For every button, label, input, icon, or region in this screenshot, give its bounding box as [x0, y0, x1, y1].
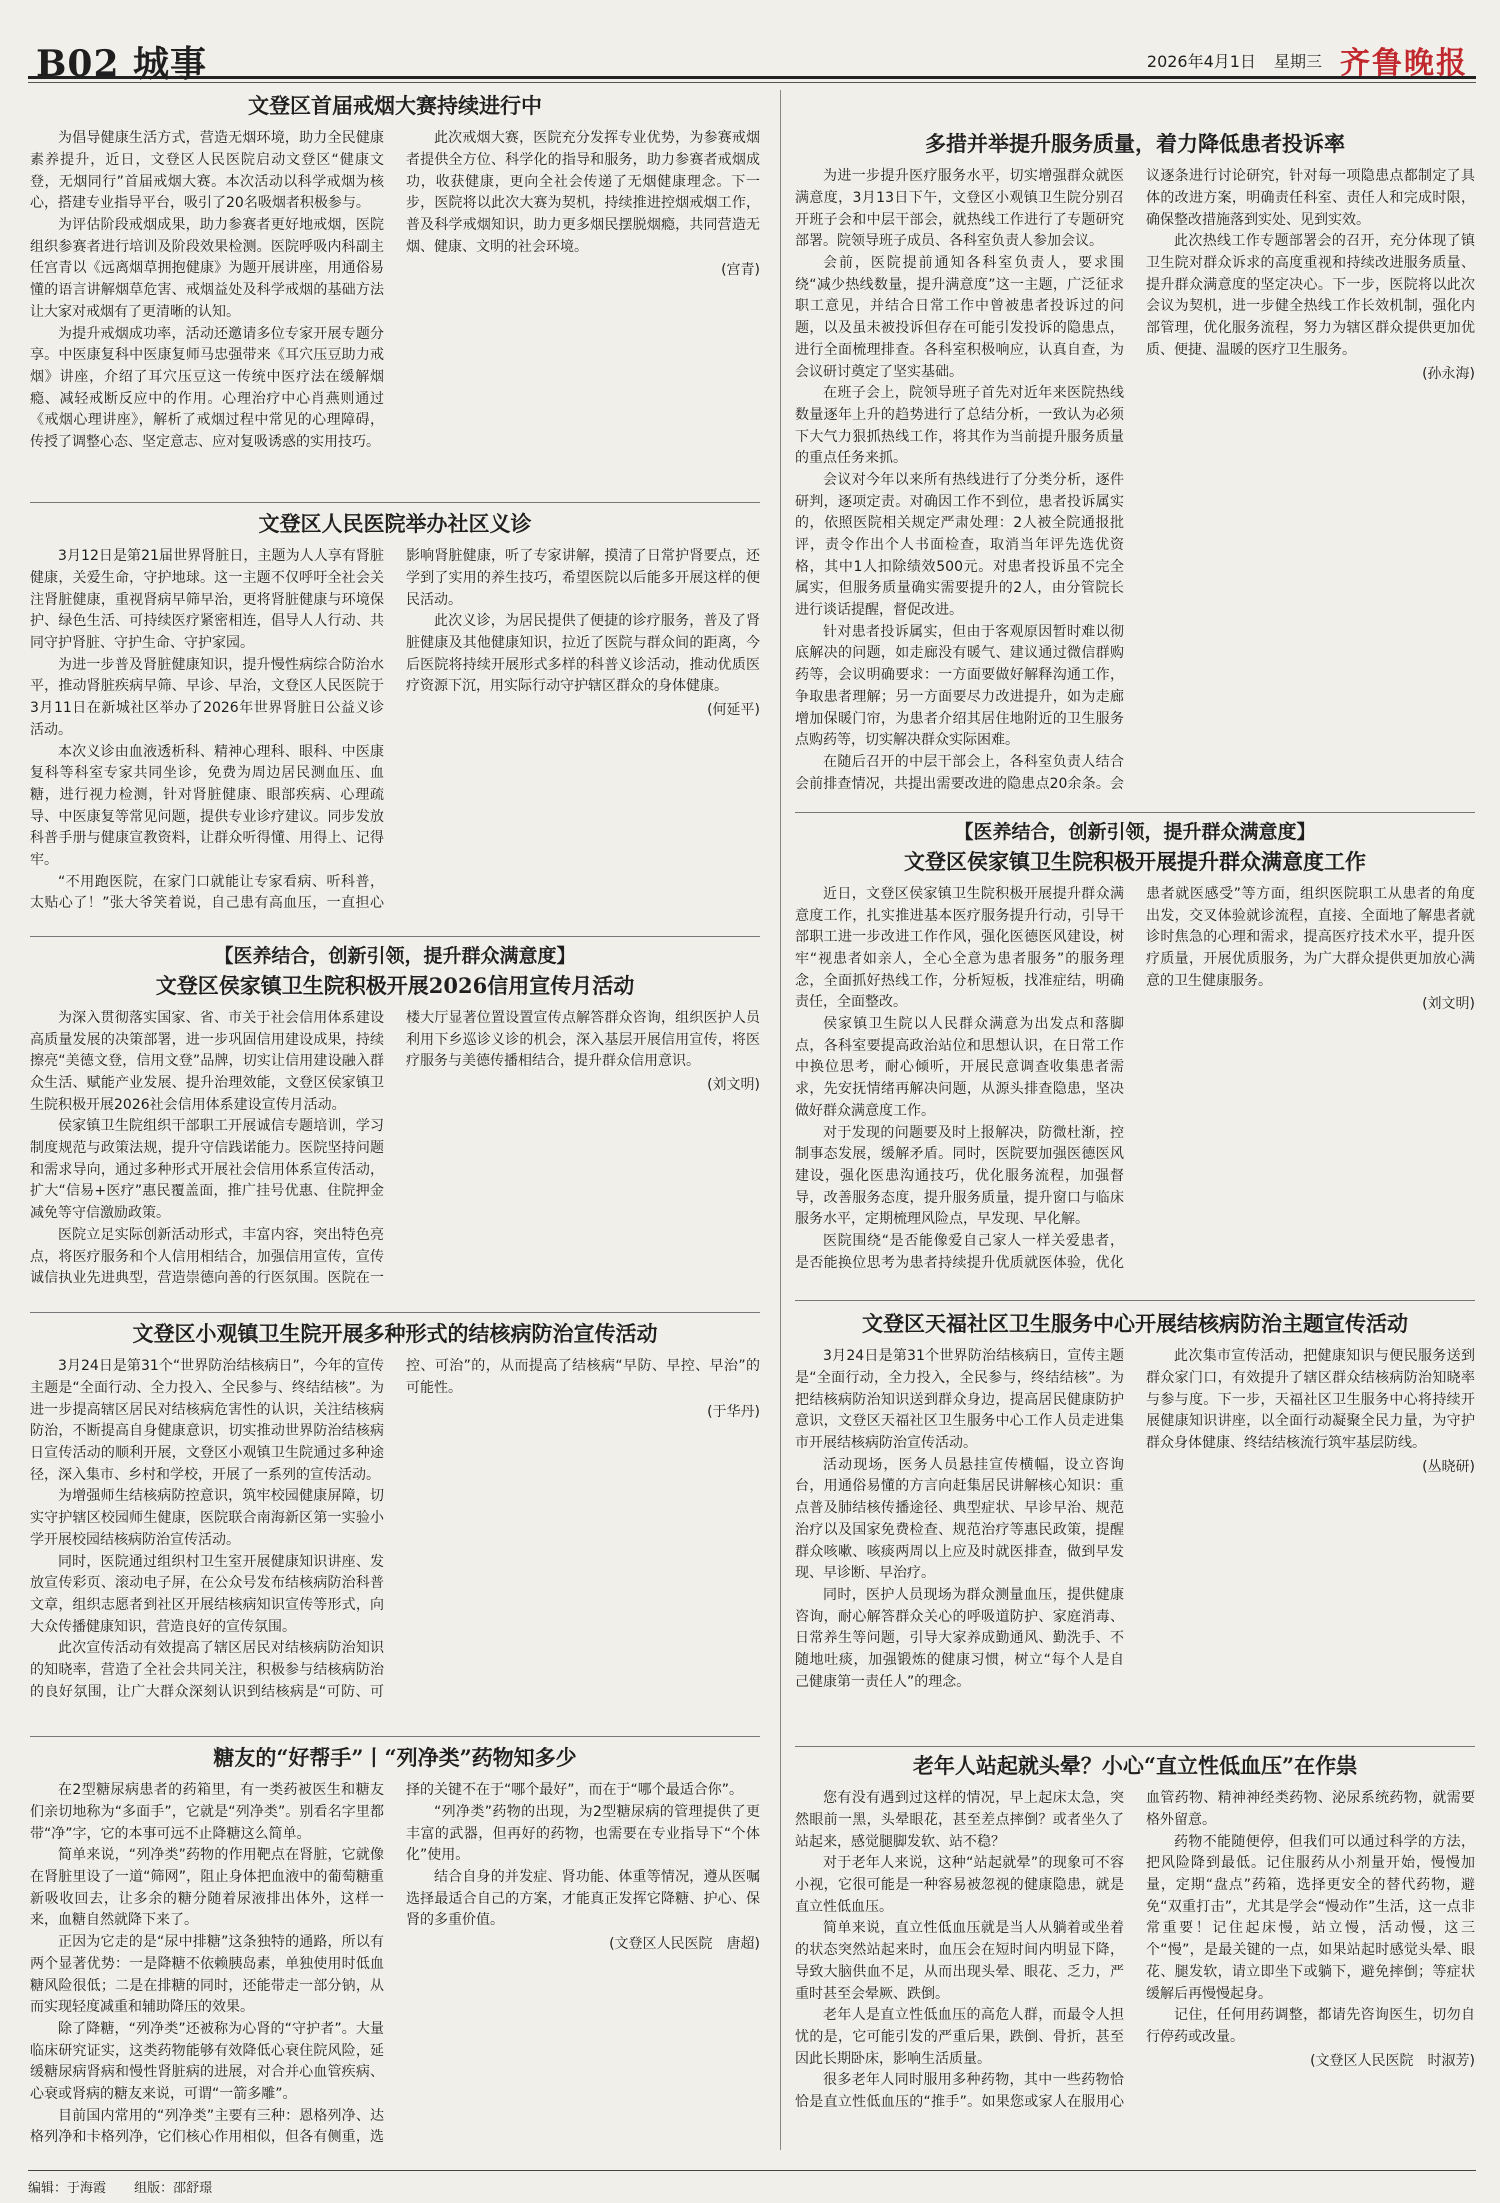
paragraph: 此次集市宣传活动，把健康知识与便民服务送到群众家门口，有效提升了辖区群众结核病防治知晓率与参与度。下一步，天福社区卫生服务中心将持续开展健康知识讲座，以全面行动凝聚全民力量，为守护群众身体健康、终结结核流行筑牢基层防线。: [1146, 1348, 1475, 1452]
byline: (刘文明): [707, 1077, 760, 1094]
footer-layout: 组版：邵舒璟: [134, 2181, 213, 2196]
paragraph: 为评估阶段戒烟成果，助力参赛者更好地戒烟，医院组织参赛者进行培训及阶段效果检测。医院呼吸内科副主任宫青以《远离烟草拥抱健康》为题开展讲座，用通俗易懂的语言讲解烟草危害、戒烟益处及科学戒烟的基础方法让大家对戒烟有了更清晰的认知。: [30, 217, 384, 320]
masthead: [28, 14, 1476, 85]
article-body: [795, 1788, 1475, 2156]
paragraph: 您有没有遇到过这样的情况，早上起床太急，突然眼前一黑，头晕眼花，甚至差点摔倒？或者坐久了站起来，感觉腿脚发软、站不稳？: [795, 1790, 1124, 1850]
article-rule: [30, 1312, 760, 1313]
article-title: 文登区侯家镇卫生院积极开展2026信用宣传月活动: [155, 972, 635, 998]
article-title: 文登区首届戒烟大赛持续进行中: [248, 93, 542, 118]
paragraph: 此次戒烟大赛，医院充分发挥专业优势，为参赛戒烟者提供全方位、科学化的指导和服务，助力参赛者戒烟成功，收获健康，更向全社会传递了无烟健康理念。下一步，医院将以此次大赛为契机，持续推进控烟戒烟工作，普及科学戒烟知识，助力更多烟民摆脱烟瘾，共同营造无烟、健康、文明的社会环境。: [406, 130, 760, 255]
paragraph: 为进一步提升医疗服务水平，切实增强群众就医满意度，3月13日下午，文登区小观镇卫生院分别召开班子会和中层干部会，就热线工作进行了专题研究部署。院领导班子成员、各科室负责人参加会议。: [795, 168, 1124, 250]
article-body: [30, 1356, 760, 1721]
article-rule: [30, 936, 760, 937]
paragraph: 很多老年人同时服用多种药物，其中一些药物恰恰是直立性低血压的“推手”。如果您或家人在服用心血管药物、精神神经类药物、泌尿系统药物，就需要格外留意。: [795, 1790, 1475, 2110]
paragraph: 3月12日是第21届世界肾脏日，主题为人人享有肾脏健康，关爱生命，守护地球。这一主题不仅呼吁全社会关注肾脏健康，重视肾病早筛早治，更将肾脏健康与环境保护、绿色生活、可持续医疗紧密相连，倡导人人行动、共同守护肾脏、守护生命、守护家园。: [30, 548, 384, 652]
byline: (于华丹): [707, 1403, 760, 1420]
article-body: [795, 884, 1475, 1284]
byline: (刘文明): [1422, 996, 1475, 1013]
paragraph: 在班子会上，院领导班子首先对近年来医院热线数量逐年上升的趋势进行了总结分析，一致认为必须下大气力狠抓热线工作，将其作为当前提升服务质量的重点任务来抓。: [795, 385, 1124, 467]
article-title: 糖友的“好帮手”丨“列净类”药物知多少: [213, 1745, 577, 1770]
article-title: 文登区小观镇卫生院开展多种形式的结核病防治宣传活动: [132, 1321, 658, 1346]
page-footer: [28, 2170, 1476, 2196]
article-satisfaction: [795, 820, 1475, 1295]
paragraph: 医院围绕“是否能像爱自己家人一样关爱患者，是否能换位思考为患者持续提升优质就医体验，优化患者就医感受”等方面，组织医院职工从患者的角度出发，交叉体验就诊流程，直接、全面地了解患者就诊时焦急的心理和需求，提高医疗技术水平，提升医疗质量，开展优质服务，为广大群众提供更加放心满意的卫生健康服务。: [795, 885, 1475, 1271]
article-hypotension: [795, 1752, 1475, 2162]
article-title: 文登区人民医院举办社区义诊: [258, 511, 532, 536]
article-credit: [30, 944, 760, 1306]
paragraph: 活动现场，医务人员悬挂宣传横幅，设立咨询台，用通俗易懂的方言向赶集居民讲解核心知识：重点普及肺结核传播途径、典型症状、早诊早治、规范治疗以及国家免费检查、规范治疗等惠民政策，提醒群众咳嗽、咳痰两周以上应及时就医排查，做到早发现、早诊断、早治疗。: [795, 1456, 1124, 1582]
byline: (宫青): [721, 262, 760, 279]
article-complaints: [795, 130, 1475, 808]
footer-editor: 编辑：于海霞: [28, 2181, 107, 2196]
byline: (丛晓研): [1422, 1458, 1475, 1475]
paragraph: 药物不能随便停，但我们可以通过科学的方法，把风险降到最低。记住服药从小剂量开始，慢慢加量，定期“盘点”药箱，选择更安全的替代药物，避免“双重打击”，尤其是学会“慢动作”生活，这一点非常重要！记住起床慢，站立慢，活动慢，这三个“慢”，是最关键的一点，如果站起时感觉头晕、眼花、腿发软，请立即坐下或躺下，避免摔倒；等症状缓解后再慢慢起身。: [1146, 1833, 1475, 2002]
section-title: B02 城事: [36, 43, 208, 85]
article-kidney: [30, 510, 760, 930]
header-divider: [28, 82, 1476, 83]
article-rule: [795, 812, 1475, 813]
article-body: [795, 166, 1475, 796]
paragraph: 目前国内常用的“列净类”主要有三种：恩格列净、达格列净和卡格列净，它们核心作用相似，但各有侧重，选择的关键不在于“哪个最好”，而在于“哪个最适合你”。: [30, 1782, 744, 2146]
paragraph: 简单来说，直立性低血压就是当人从躺着或坐着的状态突然站起来时，血压会在短时间内明显下降，导致大脑供血不足，从而出现头晕、眼花、乏力，严重时甚至会晕厥、跌倒。: [795, 1920, 1124, 2002]
paragraph: 为进一步普及肾脏健康知识，提升慢性病综合防治水平，推动肾脏疾病早筛、早诊、早治，文登区人民医院于3月11日在新城社区举办了2026年世界肾脏日公益义诊活动。: [30, 656, 384, 738]
paragraph: 在2型糖尿病患者的药箱里，有一类药被医生和糖友们亲切地称为“多面手”，它就是“列净类”。别看名字里都带“净”字，它的本事可远不止降糖这么简单。: [30, 1782, 384, 1842]
article-tb-tianfu: [795, 1310, 1475, 1740]
paragraph: 除了降糖，“列净类”还被称为心肾的“守护者”。大量临床研究证实，这类药物能够有效降低心衰住院风险，延缓糖尿病肾病和慢性肾脏病的进展，对合并心血管疾病、心衰或肾病的糖友来说，可谓“一箭多雕”。: [30, 2020, 384, 2102]
paragraph: 记住，任何用药调整，都请先咨询医生，切勿自行停药或改量。: [1146, 2007, 1475, 2045]
article-rule: [795, 1300, 1475, 1301]
paragraph: 此次宣传活动有效提高了辖区居民对结核病防治知识的知晓率，营造了全社会共同关注，积极参与结核病防治的良好氛围，让广大群众深刻认识到结核病是“可防、可控、可治”的，从而提高了结核病“早防、早控、早治”的可能性。: [30, 1358, 760, 1700]
paragraph: “列净类”药物的出现，为2型糖尿病的管理提供了更丰富的武器，但再好的药物，也需要在专业指导下“个体化”使用。: [406, 1804, 760, 1864]
newspaper-logo: 齐鲁晚报: [1340, 46, 1468, 81]
paragraph: 会前，医院提前通知各科室负责人，要求围绕“减少热线数量，提升满意度”这一主题，广泛征求职工意见，并结合日常工作中曾被患者投诉过的问题，以及虽未被投诉但存在可能引发投诉的隐患点，进行全面梳理排查。各科室积极响应，认真自查，为会议研讨奠定了坚实基础。: [795, 255, 1124, 380]
paragraph: 侯家镇卫生院以人民群众满意为出发点和落脚点，各科室要提高政治站位和思想认识，在日常工作中换位思考，耐心倾听，开展民意调查收集患者需求，先安抚情绪再解决问题，从源头排查隐患，坚决做好群众满意度工作。: [795, 1016, 1124, 1119]
byline: (何延平): [707, 702, 760, 719]
paragraph: 老年人是直立性低血压的高危人群，而最令人担忧的是，它可能引发的严重后果，跌倒、骨折，甚至因此长期卧床，影响生活质量。: [795, 2007, 1124, 2067]
masthead-right: [1147, 38, 1468, 82]
paragraph: 医院立足实际创新活动形式，丰富内容，突出特色亮点，将医疗服务和个人信用相结合，加强信用宣传，宣传诚信执业先进典型，营造崇德向善的行医氛围。医院在一楼大厅显著位置设置宣传点解答群众咨询，组织医护人员利用下乡巡诊义诊的机会，深入基层开展信用宣传，将医疗服务与美德传播相结合，提升群众信用意识。: [30, 1009, 760, 1287]
issue-date: 2026年4月1日: [1146, 51, 1256, 71]
paragraph: 为增强师生结核病防控意识，筑牢校园健康屏障，切实守护辖区校园师生健康，医院联合南海新区第一实验小学开展校园结核病防治宣传活动。: [30, 1488, 384, 1548]
article-body: [30, 1008, 760, 1298]
paragraph: 同时，医院通过组织村卫生室开展健康知识讲座、发放宣传彩页、滚动电子屏，在公众号发布结核病防治科普文章，组织志愿者到社区开展结核病知识宣传等形式，向大众传播健康知识，营造良好的宣传氛围。: [30, 1553, 384, 1635]
article-kicker: 【医养结合，创新引领，提升群众满意度】: [954, 821, 1316, 843]
article-rule: [30, 1736, 760, 1737]
article-body: [30, 546, 760, 921]
article-kicker: 【医养结合，创新引领，提升群众满意度】: [214, 945, 576, 967]
byline: (文登区人民医院 时淑芳): [1310, 2052, 1475, 2069]
paragraph: 侯家镇卫生院组织干部职工开展诚信专题培训，学习制度规范与政策法规，提升守信践诺能力。医院坚持问题和需求导向，通过多种形式开展社会信用体系宣传活动，扩大“信易+医疗”惠民覆盖面，推广挂号优惠、住院押金减免等守信激励政策。: [30, 1118, 384, 1222]
article-smoking: [30, 92, 760, 497]
paragraph: 此次义诊，为居民提供了便捷的诊疗服务，普及了肾脏健康及其他健康知识，拉近了医院与群众间的距离，今后医院将持续开展形式多样的科普义诊活动，推动优质医疗资源下沉，用实际行动守护辖区群众的身体健康。: [406, 613, 760, 695]
column-divider: [780, 90, 781, 2150]
byline: (文登区人民医院 唐超): [609, 1936, 760, 1953]
paragraph: 会议对今年以来所有热线进行了分类分析，逐件研判，逐项定责。对确因工作不到位，患者投诉属实的，依照医院相关规定严肃处理：2人被全院通报批评，责令作出个人书面检查，取消当年评先选优资格，其中1人扣除绩效500元。对患者投诉虽不完全属实，但服务质量确实需要提升的2人，由分管院长进行谈话提醒，督促改进。: [795, 471, 1124, 619]
paragraph: 对于老年人来说，这种“站起就晕”的现象可不容小视，它很可能是一种容易被忽视的健康隐患，就是直立性低血压。: [795, 1855, 1124, 1915]
article-body: [30, 128, 760, 488]
paragraph: 近日，文登区侯家镇卫生院积极开展提升群众满意度工作，扎实推进基本医疗服务提升行动，引导干部职工进一步改进工作作风，强化医德医风建设，树牢“视患者如亲人，全心全意为患者服务”的服务理念，全面抓好热线工作，分析短板，找准症结，明确责任，全面整改。: [795, 885, 1124, 1011]
article-rule: [30, 502, 760, 503]
paragraph: 3月24日是第31个“世界防治结核病日”，今年的宣传主题是“全面行动、全力投入、全民参与、终结结核”。为进一步提高辖区居民对结核病危害性的认识，关注结核病防治，不断提高自身健康意识，切实推动世界防治结核病日宣传活动的顺利开展，文登区小观镇卫生院通过多种途径，深入集市、乡村和学校，开展了一系列的宣传活动。: [30, 1358, 384, 1483]
article-title: 多措并举提升服务质量，着力降低患者投诉率: [925, 131, 1345, 156]
paragraph: 为提升戒烟成功率，活动还邀请多位专家开展专题分享。中医康复科中医康复师马忠强带来《耳穴压豆助力戒烟》讲座，介绍了耳穴压豆这一传统中医疗法在缓解烟瘾、减轻戒断反应中的作用。心理治疗中心肖燕则通过《戒烟心理讲座》，解析了戒烟过程中常见的心理障碍，传授了调整心态、坚定意志、应对复吸诱惑的实用技巧。: [30, 325, 384, 450]
article-body: [795, 1346, 1475, 1731]
paragraph: “不用跑医院，在家门口就能让专家看病、听科普，太贴心了！”张大爷笑着说，自己患有高血压，一直担心影响肾脏健康，听了专家讲解，摸清了日常护肾要点，还学到了实用的养生技巧，希望医院以后能多开展这样的便民活动。: [30, 548, 760, 912]
paragraph: 此次热线工作专题部署会的召开，充分体现了镇卫生院对群众诉求的高度重视和持续改进服务质量、提升群众满意度的坚定决心。下一步，医院将以此次会议为契机，进一步健全热线工作长效机制，强化内部管理，优化服务流程，努力为辖区群众提供更加优质、便捷、温暖的医疗卫生服务。: [1146, 233, 1475, 358]
article-rule: [795, 1746, 1475, 1747]
article-title: 老年人站起就头晕？小心“直立性低血压”在作祟: [912, 1753, 1358, 1778]
article-body: [30, 1780, 760, 2155]
paragraph: 对于发现的问题要及时上报解决，防微杜渐，控制事态发展，缓解矛盾。同时，医院要加强医德医风建设，强化医患沟通技巧，优化服务流程，加强督导，改善服务态度，提升服务质量，提升窗口与临床服务水平，定期梳理风险点，早发现、早化解。: [795, 1124, 1124, 1228]
paragraph: 在随后召开的中层干部会上，各科室负责人结合会前排查情况，共提出需要改进的隐患点20余条。会议逐条进行讨论研究，针对每一项隐患点都制定了具体的改进方案，明确责任科室、责任人和完成时限，确保整改措施落到实处、见到实效。: [795, 168, 1475, 792]
article-diabetes: [30, 1744, 760, 2162]
paragraph: 3月24日是第31个世界防治结核病日，宣传主题是“全面行动，全力投入，全民参与，终结结核”。为把结核病防治知识送到群众身边，提高居民健康防护意识，文登区天福社区卫生服务中心工作人员走进集市开展结核病防治宣传活动。: [795, 1348, 1124, 1452]
article-title: 文登区侯家镇卫生院积极开展提升群众满意度工作: [904, 848, 1366, 874]
byline: (孙永海): [1422, 365, 1475, 382]
paragraph: 本次义诊由血液透析科、精神心理科、眼科、中医康复科等科室专家共同坐诊，免费为周边居民测血压、血糖，进行视力检测，针对肾脏健康、眼部疾病、心理疏导、中医康复等常见问题，提供专业诊疗建议。同步发放科普手册与健康宣教资料，让群众听得懂、用得上、记得牢。: [30, 743, 384, 868]
paragraph: 同时，医护人员现场为群众测量血压，提供健康咨询，耐心解答群众关心的呼吸道防护、家庭消毒、日常养生等问题，引导大家养成勤通风、勤洗手、不随地吐痰，加强锻炼的健康习惯，树立“每个人是自己健康第一责任人”的理念。: [795, 1586, 1124, 1690]
issue-weekday: 星期三: [1273, 51, 1322, 71]
paragraph: 为深入贯彻落实国家、省、市关于社会信用体系建设高质量发展的决策部署，进一步巩固信用建设成果，持续擦亮“美德文登，信用文登”品牌，切实让信用建设融入群众生活、赋能产业发展、提升治理效能，文登区侯家镇卫生院积极开展2026社会信用体系建设宣传月活动。: [30, 1009, 384, 1113]
article-title: 文登区天福社区卫生服务中心开展结核病防治主题宣传活动: [862, 1311, 1408, 1336]
paragraph: 简单来说，“列净类”药物的作用靶点在肾脏，它就像在肾脏里设了一道“筛网”，阻止身体把血液中的葡萄糖重新吸收回去，让多余的糖分随着尿液排出体外，这样一来，血糖自然就降下来了。: [30, 1847, 384, 1929]
paragraph: 针对患者投诉属实，但由于客观原因暂时难以彻底解决的问题，如走廊没有暖气、建议通过微信群购药等，会议明确要求：一方面要做好解释沟通工作，争取患者理解；另一方面要尽力改进提升，如为走廊增加保暖门帘，为患者介绍其居住地附近的卫生服务点购药等，切实解决群众实际困难。: [795, 623, 1124, 749]
paragraph: 结合自身的并发症、肾功能、体重等情况，遵从医嘱选择最适合自己的方案，才能真正发挥它降糖、护心、保肾的多重价值。: [406, 1869, 760, 1929]
article-tb-xiaoguan: [30, 1320, 760, 1730]
paragraph: 正因为它走的是“尿中排糖”这条独特的通路，所以有两个显著优势：一是降糖不依赖胰岛素，单独使用时低血糖风险很低；二是在排糖的同时，还能带走一部分钠，从而实现轻度减重和辅助降压的效果。: [30, 1934, 384, 2016]
paragraph: 为倡导健康生活方式，营造无烟环境，助力全民健康素养提升，近日，文登区人民医院启动文登区“健康文登，无烟同行”首届戒烟大赛。本次活动以科学戒烟为核心，搭建专业指导平台，吸引了20名吸烟者积极参与。: [30, 130, 384, 212]
